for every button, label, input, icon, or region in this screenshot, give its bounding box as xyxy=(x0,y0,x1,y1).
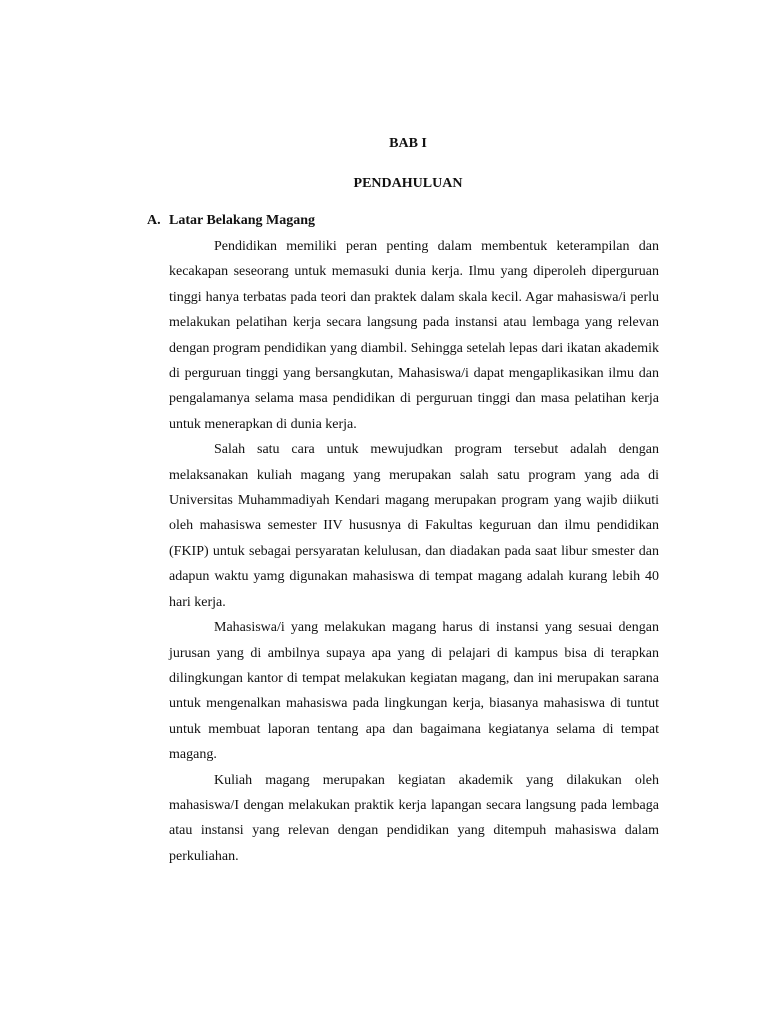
paragraph: Pendidikan memiliki peran penting dalam membentuk keterampilan dan kecakapan seseorang untuk memasuki dunia kerja. Ilmu yang diperoleh diperguruan tinggi hanya terbatas pada teori dan praktek dalam skala kecil. Agar mahasiswa/i perlu melakukan pelatihan kerja secara langsung pada instansi atau lembaga yang relevan dengan program pendidikan yang diambil. Sehingga setelah lepas dari ikatan akademik di perguruan tinggi yang bersangkutan, Mahasiswa/i dapat mengaplikasikan ilmu dan pengalamanya selama masa pendidikan di perguruan tinggi dan masa pelatihan kerja untuk menerapkan di dunia kerja. xyxy=(169,239,659,432)
chapter-title: PENDAHULUAN xyxy=(353,176,463,191)
section-number: A. xyxy=(147,213,161,228)
paragraph: Mahasiswa/i yang melakukan magang harus di instansi yang sesuai dengan jurusan yang di ambilnya supaya apa yang di pelajari di kampus bisa di terapkan dilingkungan kantor di tempat melakukan kegiatan magang, dan ini merupakan sarana untuk mengenalkan mahasiswa pada lingkungan kerja, biasanya mahasiswa di tuntut untuk membuat laporan tentang apa dan bagaimana kegiatanya selama di tempat magang. xyxy=(169,620,659,763)
section-heading xyxy=(147,213,315,229)
section-body xyxy=(169,234,659,869)
paragraph: Salah satu cara untuk mewujudkan program tersebut adalah dengan melaksanakan kuliah magang yang merupakan salah satu program yang ada di Universitas Muhammadiyah Kendari magang merupakan program yang wajib diikuti oleh mahasiswa semester IIV hususnya di Fakultas keguruan dan ilmu pendidikan (FKIP) untuk sebagai persyaratan kelulusan, dan diadakan pada saat libur smester dan adapun waktu yamg digunakan mahasiswa di tempat magang adalah kurang lebih 40 hari kerja. xyxy=(169,442,659,610)
section-title: Latar Belakang Magang xyxy=(169,213,315,228)
chapter-heading: BAB I xyxy=(389,136,427,151)
paragraph: Kuliah magang merupakan kegiatan akademik yang dilakukan oleh mahasiswa/I dengan melakukan praktik kerja lapangan secara langsung pada lembaga atau instansi yang relevan dengan pendidikan yang ditempuh mahasiswa dalam perkuliahan. xyxy=(169,772,659,864)
